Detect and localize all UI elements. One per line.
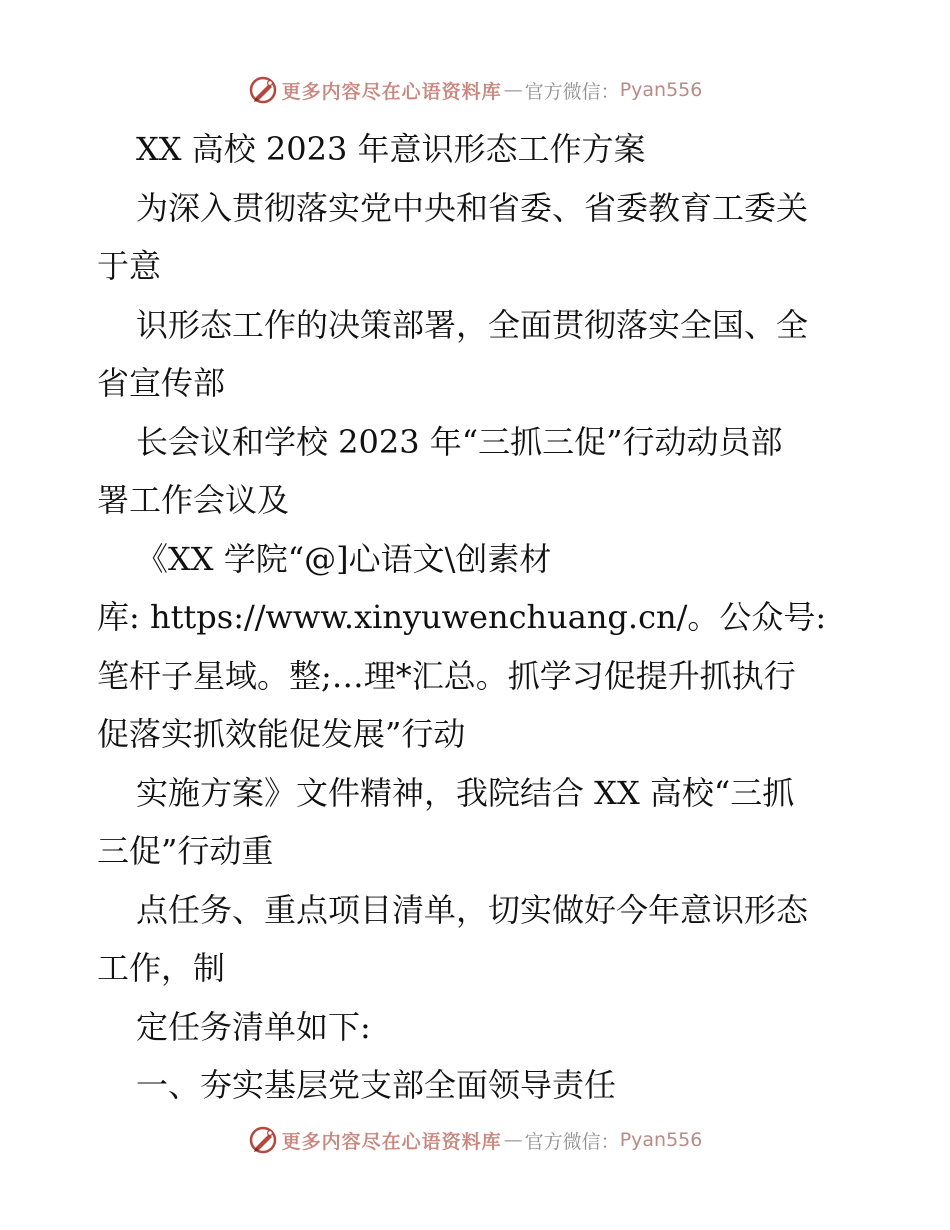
paragraph-line: 实施方案》文件精神，我院结合 XX 高校“三抓 [136,773,795,812]
paragraph-line: 署工作会议及 [97,481,290,519]
paragraph-line: 点任务、重点项目清单，切实做好今年意识形态 [136,890,809,929]
paragraph-line: 长会议和学校 2023 年“三抓三促”行动动员部 [136,422,783,461]
banner-dash: — [503,1129,523,1151]
banner-wechat-label: 官方微信： [524,1130,620,1153]
paragraph-line: 于意 [97,247,162,285]
pen-logo-icon [248,1125,278,1155]
footer-watermark-banner [0,1120,950,1160]
section-heading: 一、夯实基层党支部全面领导责任 [136,1066,617,1104]
paragraph-line: 促落实抓效能促发展”行动 [97,715,466,753]
header-watermark-banner [0,70,950,110]
banner-wechat-id: Pyan556 [619,1129,703,1151]
paragraph-line: 三促”行动重 [97,832,274,870]
paragraph-line: 识形态工作的决策部署，全面贯彻落实全国、全 [136,305,809,344]
document-title: XX 高校 2023 年意识形态工作方案 [136,130,646,168]
paragraph-line: 工作，制 [97,949,226,987]
banner-dash: — [503,79,523,101]
banner-main-text: 更多内容尽在心语资料库 [281,1130,502,1153]
banner-wechat-label: 官方微信： [524,80,620,103]
pen-logo-icon [248,75,278,105]
document-body [97,120,857,1115]
paragraph-line: 库: https://www.xinyuwenchuang.cn/。公众号: [97,598,827,636]
paragraph-line: 省宣传部 [97,364,226,402]
paragraph-line: 《XX 学院“@]心语文\创素材 [136,539,552,578]
paragraph-line: 定任务清单如下: [136,1007,371,1046]
banner-wechat-id: Pyan556 [619,79,703,101]
paragraph-line: 为深入贯彻落实党中央和省委、省委教育工委关 [136,188,809,227]
paragraph-line: 笔杆子星域。整;…理*汇总。抓学习促提升抓执行 [97,656,796,695]
banner-main-text: 更多内容尽在心语资料库 [281,80,502,103]
